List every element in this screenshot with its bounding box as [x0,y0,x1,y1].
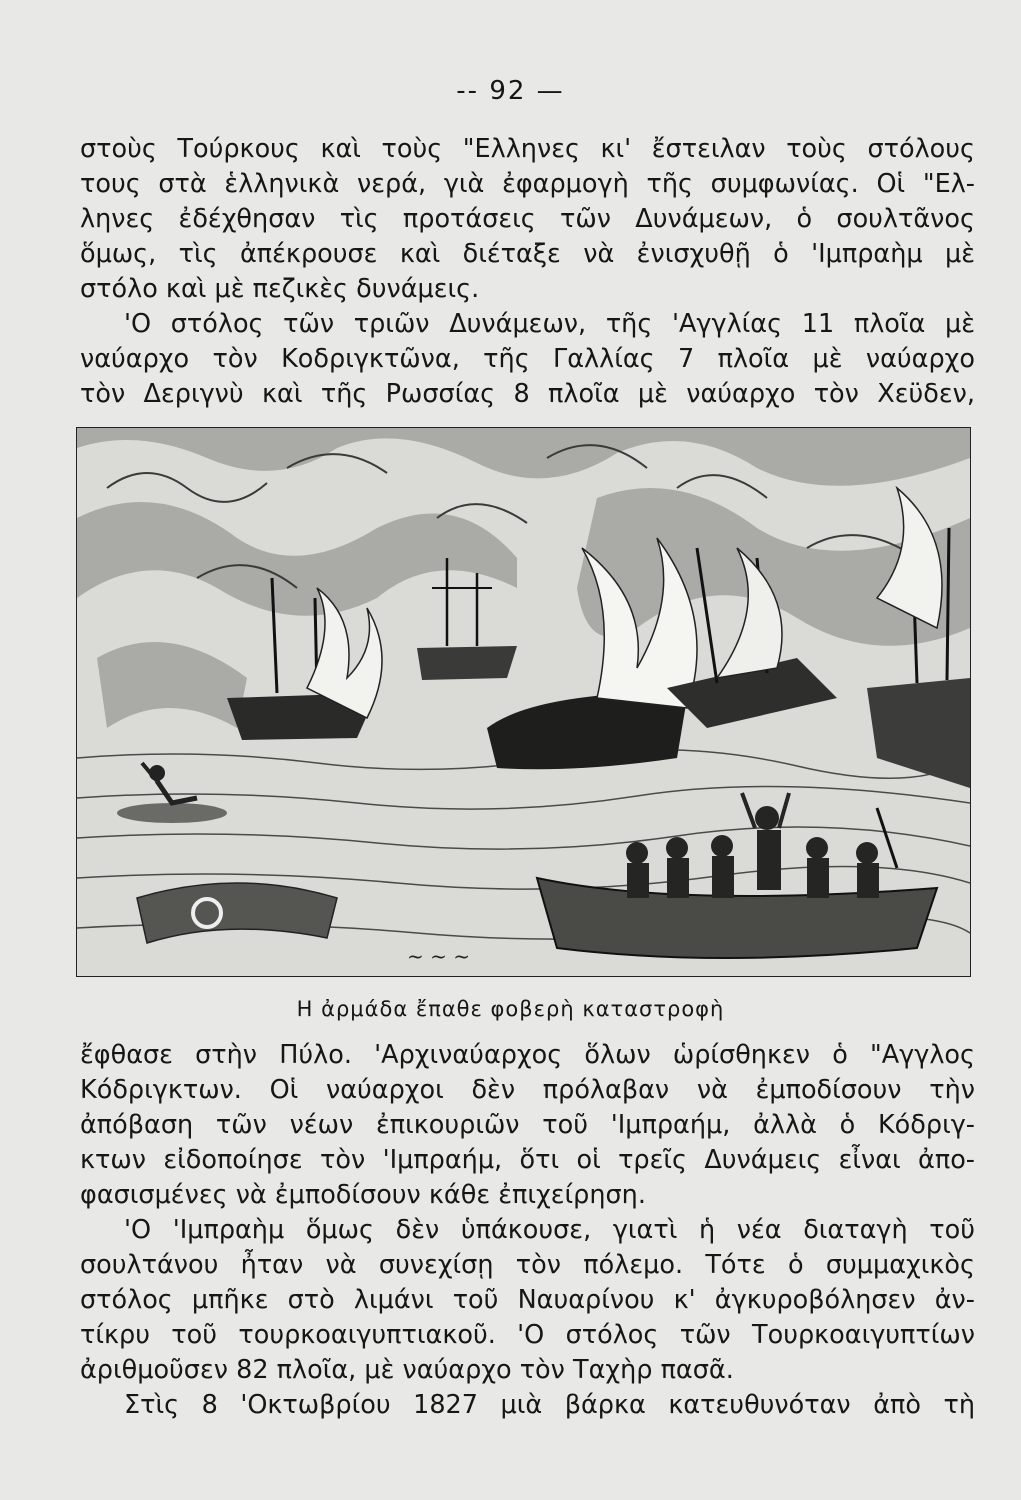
illustration-drawing [77,428,970,976]
text-line: 'Ο 'Ιμπραὴμ ὅμως δὲν ὑπάκουσε, γιατὶ ἡ νέα διαταγὴ τοῦ [124,1215,975,1245]
illustration-caption: Η ἀρμάδα ἔπαθε φοβερὴ καταστροφὴ [296,997,725,1021]
text-line: Κόδριγκτων. Οἱ ναύαρχοι δὲν πρόλαβαν νὰ ἐμποδίσουν τὴν [80,1075,975,1105]
text-line: ληνες ἐδέχθησαν τὶς προτάσεις τῶν Δυνάμεων, ὁ σουλτᾶνος [80,204,975,234]
text-line: τους στὰ ἑλληνικὰ νερά, γιὰ ἐφαρμογὴ τῆς συμφωνίας. Οἱ "Ελ- [80,169,975,199]
text-line: κτων εἰδοποίησε τὸν 'Ιμπραήμ, ὅτι οἱ τρεῖς Δυνάμεις εἶναι ἀπο- [80,1145,975,1175]
text-line: ὅμως, τὶς ἀπέκρουσε καὶ διέταξε νὰ ἐνισχυθῇ ὁ 'Ιμπραὴμ μὲ [80,239,975,269]
text-line: Στὶς 8 'Οκτωβρίου 1827 μιὰ βάρκα κατευθυνόταν ἀπὸ τὴ [124,1390,975,1420]
artist-signature-mark: ~ ~ ~ [407,944,470,968]
text-line: ἀριθμοῦσεν 82 πλοῖα, μὲ ναύαρχο τὸν Ταχὴρ πασᾶ. [80,1355,734,1385]
text-line: στοὺς Τούρκους καὶ τοὺς "Ελληνες κι' ἔστειλαν τοὺς στόλους [80,134,975,164]
text-line: τίκρυ τοῦ τουρκοαιγυπτιακοῦ. 'Ο στόλος τῶν Τουρκοαιγυπτίων [80,1320,975,1350]
text-line: ἀπόβαση τῶν νέων ἐπικουριῶν τοῦ 'Ιμπραήμ, ἀλλὰ ὁ Κόδριγ- [80,1110,975,1140]
text-line: ἔφθασε στὴν Πύλο. 'Αρχιναύαρχος ὅλων ὡρίσθηκεν ὁ "Αγγλος [80,1040,975,1070]
text-line: τὸν Δεριγνὺ καὶ τῆς Ρωσσίας 8 πλοῖα μὲ ναύαρχο τὸν Χεϋδεν, [80,379,975,409]
text-line: στόλος μπῆκε στὸ λιμάνι τοῦ Ναυαρίνου κ' ἀγκυροβόλησεν ἀν- [80,1285,975,1315]
naval-battle-illustration [76,427,971,977]
text-line: 'Ο στόλος τῶν τριῶν Δυνάμεων, τῆς 'Αγγλίας 11 πλοῖα μὲ [124,309,975,339]
paragraph-top [80,132,975,412]
text-line: φασισμένες νὰ ἐμποδίσουν κάθε ἐπιχείρηση. [80,1180,646,1210]
text-line: στόλο καὶ μὲ πεζικὲς δυνάμεις. [80,274,480,304]
text-line: ναύαρχο τὸν Κοδριγκτῶνα, τῆς Γαλλίας 7 πλοῖα μὲ ναύαρχο [80,344,975,374]
text-line: σουλτάνου ἦταν νὰ συνεχίσῃ τὸν πόλεμο. Τότε ὁ συμμαχικὸς [80,1250,975,1280]
page-number: -- 92 — [456,76,565,106]
paragraph-bottom [80,1038,975,1423]
